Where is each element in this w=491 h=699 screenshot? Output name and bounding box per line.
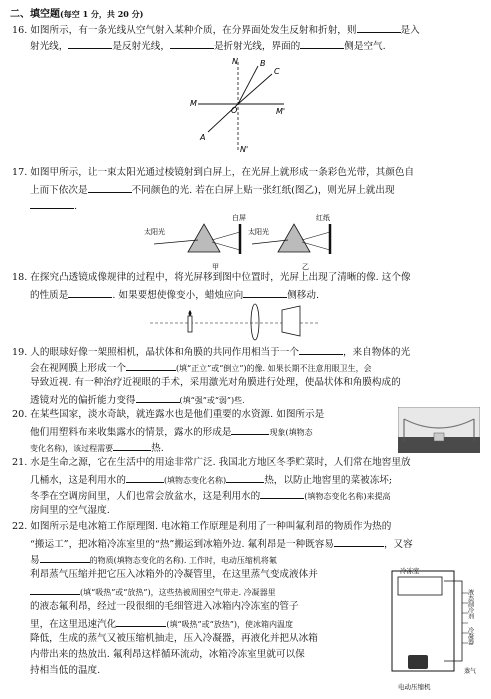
label-sunlight-1: 太阳光 [144, 228, 165, 236]
label-m: M [190, 99, 197, 108]
q22-line-8: 降低，生成的蒸气又被压缩机抽走，压入冷凝器，再液化并把从冰箱 [30, 633, 318, 644]
q19-line-3: 导致近视. 有一种治疗近视眼的手术，采用激光对角膜进行处理，使晶状体和角膜构成的 [30, 377, 401, 388]
q19-blank-1[interactable] [299, 345, 343, 355]
q20-blank-2[interactable] [113, 441, 151, 451]
q18-line-2: 的性质是 . 如果要想使像变小，蜡烛应向 侧移动. [30, 290, 320, 301]
label-sunlight-2: 太阳光 [248, 228, 269, 236]
sun-ray-1 [154, 240, 198, 244]
q17-blank-1[interactable] [88, 183, 132, 193]
q21-line-1: 21. 水是生命之源，它在生活中的用途非常广泛. 我国北方地区冬季贮菜时，人们常在地窖里放 [12, 457, 411, 468]
q17-blank-2[interactable] [30, 199, 74, 209]
label-c: C [274, 67, 280, 76]
q21-blank-2[interactable] [226, 473, 264, 483]
q16-line-2: 射光线， 是反射光线， 是折射光线，界面的 侧是空气. [30, 41, 386, 52]
flame-icon [189, 310, 192, 316]
label-m-prime: M' [276, 107, 286, 116]
q17-line-1: 17. 如图甲所示，让一束太阳光通过棱镜射到白屏上，在光屏上就形成一条彩色光带，其颜色自 [12, 167, 415, 178]
spectrum-top-2 [302, 232, 330, 240]
q20-blank-1[interactable] [231, 425, 269, 435]
q21-line-2: 几桶水，这是利用水的 (填物态变化名称) 热，以防止地窖里的菜被冻坏; [30, 475, 393, 486]
label-o: O [231, 106, 238, 115]
prism-1 [188, 224, 220, 252]
q17-line-3: . [30, 199, 77, 213]
q21-line-3: 冬季在空调房间里，人们也常会放盆水，这是利用水的 (填物态变化名称)来提高 [30, 491, 391, 502]
q22-line-10: 持相当低的温度. [30, 665, 101, 676]
prism-2 [278, 224, 310, 252]
label-n-prime: N' [240, 145, 249, 154]
q22-line-3: 易 的物质(填物态变化的名称). 工作时，电动压缩机将氟 [30, 555, 277, 566]
q22-line-6: 的液态氟利昂，经过一段很细的毛细管进入冰箱内冷冻室的管子 [30, 601, 299, 612]
q17-line-2: 上而下依次是 不同颜色的光. 若在白屏上贴一张红纸(图乙)，则光屏上就出现 [30, 185, 395, 196]
light-screen [282, 306, 300, 336]
q22-blank-4[interactable] [116, 617, 166, 627]
q19-line-1: 19. 人的眼球好像一架照相机，晶状体和角膜的共同作用相当于一个 ，来自物体的光 [12, 347, 411, 358]
q22-line-4: 利昂蒸气压缩并把它压入冰箱外的冷凝管里，在这里蒸气变成液体并 [30, 569, 318, 580]
label-freezer: 冷冻室 [400, 567, 420, 575]
collector-cup [434, 433, 444, 441]
q18-blank-1[interactable] [68, 288, 112, 298]
q22-line-5: (填“吸热”或“放热”)，这些热被周围空气带走. 冷凝器里 [30, 585, 276, 599]
section-note: (每空 1 分，共 20 分) [60, 9, 144, 19]
q18-line-1: 18. 在探究凸透镜成像规律的过程中，将光屏移到图中位置时，光屏上出现了清晰的像. 这个像 [12, 272, 411, 283]
label-white-screen: 白屏 [232, 214, 246, 222]
label-a: A [200, 133, 206, 142]
q19-blank-3[interactable] [136, 393, 180, 403]
q21-blank-1[interactable] [126, 473, 164, 483]
spectrum-top-1 [212, 232, 240, 240]
caption-yi: 乙 [302, 263, 309, 271]
q22-blank-1[interactable] [334, 537, 384, 547]
q22-line-7: 里，在这里迅速汽化 (填“吸热”或“放热”)，使冰箱内温度 [30, 619, 293, 630]
q16-blank-1[interactable] [357, 23, 401, 33]
q16-light-diagram [188, 54, 288, 156]
q22-line-9: 内带出来的热放出. 氟利昂这样循环流动，冰箱冷冻室里就可以保 [30, 649, 305, 660]
caption-jia: 甲 [212, 263, 219, 271]
candle-icon [188, 316, 192, 332]
label-condenser: 冷凝器 [466, 627, 474, 645]
ray-oc [238, 74, 272, 104]
label-compressor: 电动压缩机 [398, 683, 431, 691]
q22-fridge-diagram [378, 565, 484, 695]
q19-blank-2[interactable] [126, 361, 176, 371]
q18-lens-bench [150, 302, 320, 342]
q16-blank-2[interactable] [68, 39, 112, 49]
q18-blank-2[interactable] [243, 288, 287, 298]
q19-line-4: 透镜对光的偏折能力变得 (填“强”或“弱”)些. [30, 395, 245, 406]
q19-line-2: 会在视网膜上形成一个 (填“正立”或“倒立”)的像. 如果长期不注意用眼卫生，会 [30, 363, 372, 374]
q20-dew-photo [398, 407, 480, 453]
label-b: B [260, 59, 266, 68]
q20-line-3: 变化名称)，该过程需要 热. [30, 443, 164, 454]
q22-line-1: 22. 如图所示是电冰箱工作原理图. 电冰箱工作原理是利用了一种叫氟利昂的物质作为热的 [12, 521, 392, 532]
q21-line-4: 房间里的空气湿度. [30, 505, 110, 516]
q17-prism-diagram [140, 210, 350, 272]
compressor-icon [408, 655, 428, 669]
q16-blank-3[interactable] [170, 39, 214, 49]
ray-ob [238, 66, 258, 104]
q22-blank-2[interactable] [40, 553, 90, 563]
section-header: 二、填空题(每空 1 分，共 20 分) [10, 9, 144, 20]
q22-blank-3[interactable] [30, 585, 80, 595]
label-n: N [232, 57, 238, 66]
label-liquid-refrigerant: 液态制冷剂 [466, 589, 474, 619]
q20-line-2: 他们用塑料布来收集露水的情景，露水的形成是 现象(填物态 [30, 427, 313, 438]
q16-blank-4[interactable] [300, 39, 344, 49]
convex-lens-icon [251, 304, 259, 340]
q20-line-1: 20. 在某些国家，淡水奇缺，就连露水也是他们重要的水资源. 如图所示是 [12, 409, 325, 420]
label-vapor: 蒸气 [464, 668, 477, 675]
label-red-paper: 红纸 [316, 214, 330, 222]
q21-blank-3[interactable] [260, 489, 304, 499]
q16-line-1: 16. 如图所示，有一条光线从空气射入某种介质，在分界面处发生反射和折射，则 是入 [12, 25, 420, 36]
q22-line-2: “搬运工”，把冰箱冷冻室里的“热”搬运到冰箱外边. 氟利昂是一种既容易 ，又容 [30, 539, 413, 550]
